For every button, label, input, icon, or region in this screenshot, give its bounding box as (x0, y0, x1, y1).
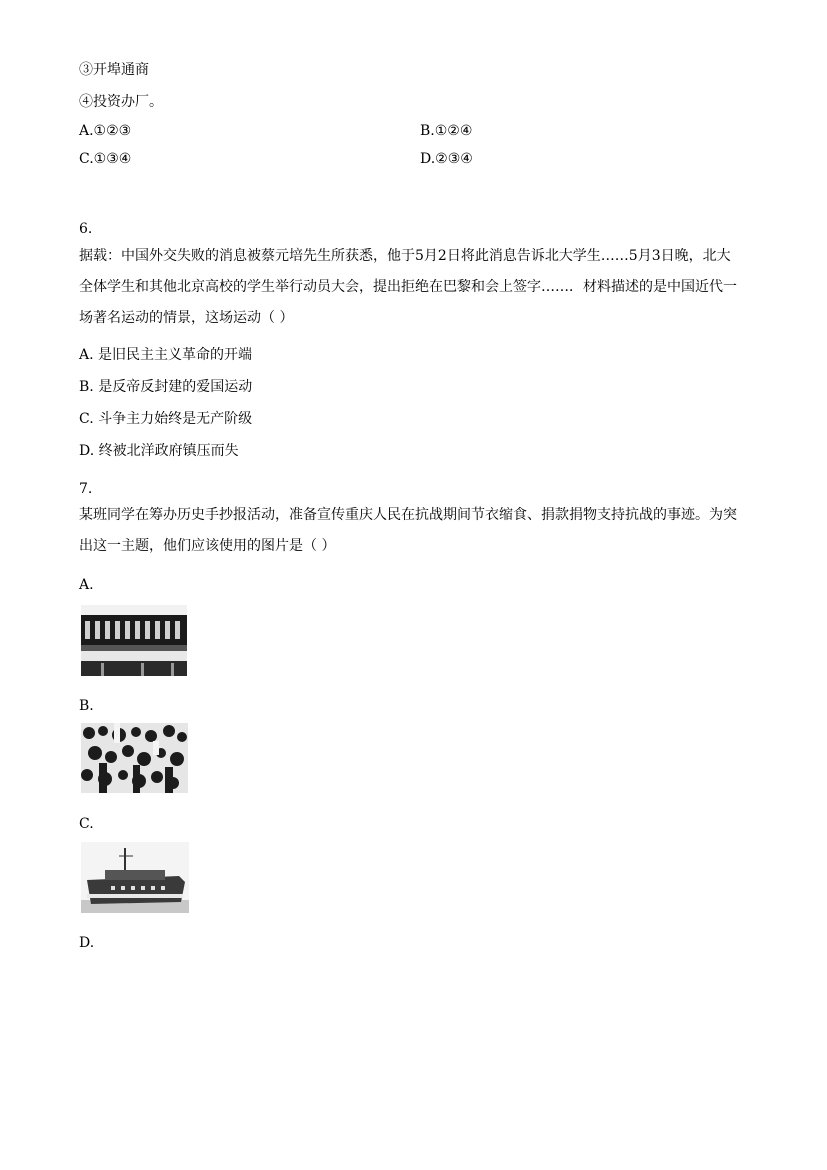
q5-option-d: D.②③④ (420, 151, 473, 167)
q7-option-c-photo (81, 842, 189, 913)
q7-option-b-label: B. (79, 698, 94, 714)
q6-option-d: D. 终被北洋政府镇压而失 (79, 443, 239, 459)
q6-number: 6. (79, 221, 93, 237)
q7-option-b-photo (81, 723, 188, 793)
q5-option-b: B.①②④ (420, 123, 473, 139)
q5-item-4: ④投资办厂。 (79, 94, 163, 110)
q5-option-c: C.①③④ (79, 151, 132, 167)
q7-stem: 某班同学在筹办历史手抄报活动，准备宣传重庆人民在抗战期间节衣缩食、捐款捐物支持抗战的事迹。为突出这一主题，他们应该使用的图片是（ ） (79, 507, 737, 554)
q7-option-a-label: A. (79, 577, 94, 593)
q7-option-a-photo (81, 605, 187, 676)
q5-item-3: ③开埠通商 (79, 62, 149, 78)
q5-option-a: A.①②③ (79, 123, 132, 139)
q6-option-c: C. 斗争主力始终是无产阶级 (79, 411, 253, 427)
q6-stem: 据载：中国外交失败的消息被蔡元培先生所获悉，他于5月2日将此消息告诉北大学生……5月3日晚，北大全体学生和其他北京高校的学生举行动员大会，提出拒绝在巴黎和会上签字……．材料描述的是中国近代一场著名运动的情景，这场运动（ ） (79, 248, 737, 326)
q7-option-d-label: D. (79, 935, 95, 951)
q7-number: 7. (79, 481, 93, 497)
q6-option-a: A. 是旧民主主义革命的开端 (79, 347, 253, 363)
q7-option-c-label: C. (79, 816, 94, 832)
q6-option-b: B. 是反帝反封建的爱国运动 (79, 379, 253, 395)
